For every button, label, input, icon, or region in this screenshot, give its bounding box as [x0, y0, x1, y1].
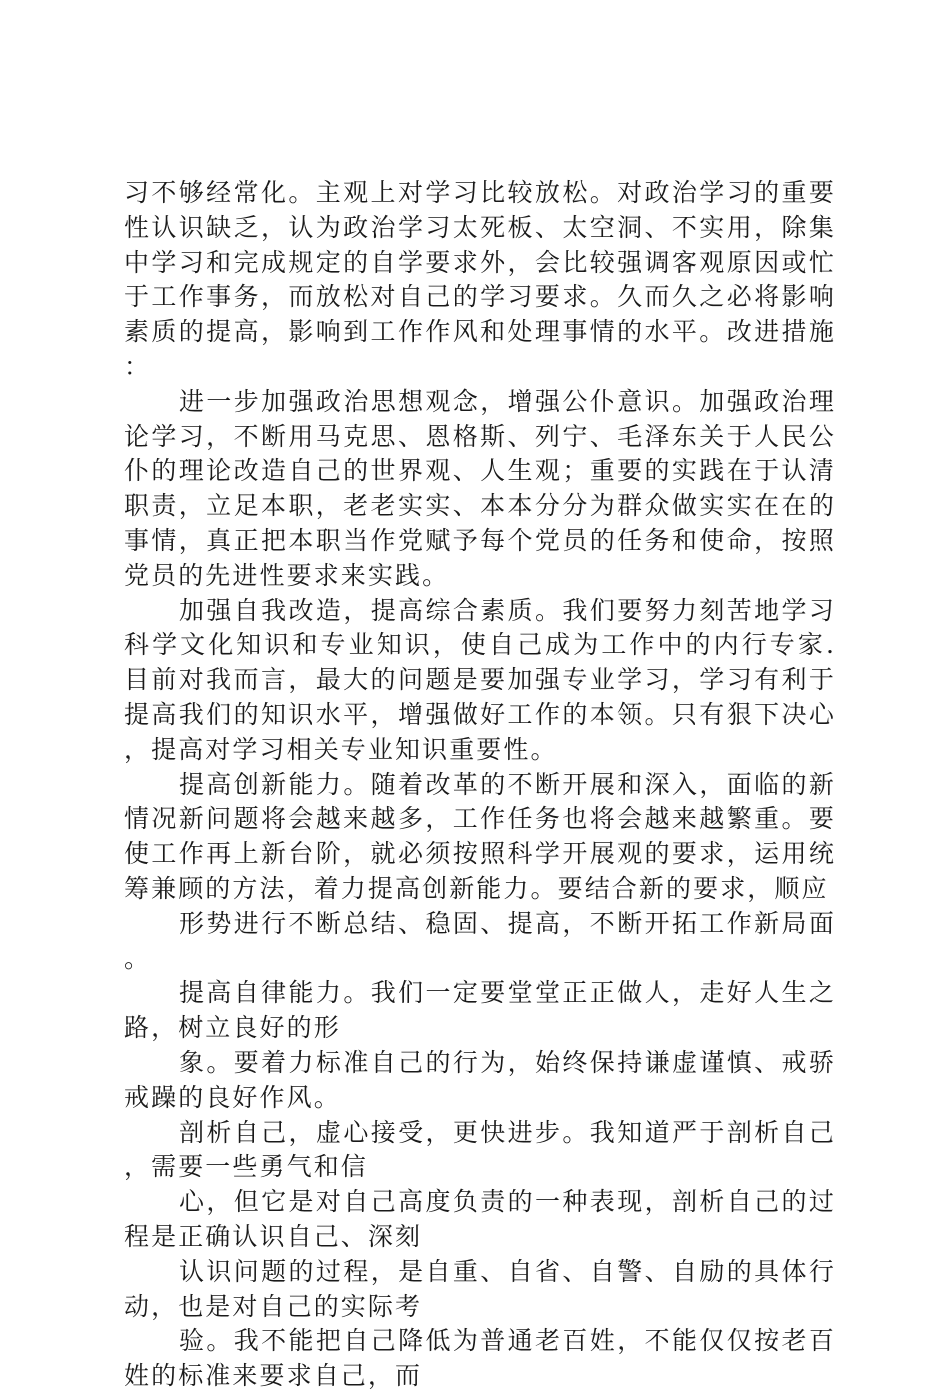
paragraph-3: 加强自我改造，提高综合素质。我们要努力刻苦地学习科学文化知识和专业知识，使自己成为工作中的内行专家.目前对我而言，最大的问题是要加强专业学习，学习有利于提高我们的知识水平，增强做好工作的本领。只有狠下决心，提高对学习相关专业知识重要性。 [124, 595, 836, 764]
paragraph-5: 形势进行不断总结、稳固、提高，不断开拓工作新局面。 [124, 908, 836, 973]
paragraph-8: 剖析自己，虚心接受，更快进步。我知道严于剖析自己，需要一些勇气和信 [124, 1117, 836, 1182]
paragraph-10: 认识问题的过程，是自重、自省、自警、自励的具体行动，也是对自己的实际考 [124, 1256, 836, 1321]
paragraph-9: 心，但它是对自己高度负责的一种表现，剖析自己的过程是正确认识自己、深刻 [124, 1187, 836, 1251]
paragraph-4: 提高创新能力。随着改革的不断开展和深入，面临的新情况新问题将会越来越多，工作任务也将会越来越繁重。要使工作再上新台阶，就必须按照科学开展观的要求，运用统筹兼顾的方法，着力提高创新能力。要结合新的要求，顺应 [124, 769, 836, 903]
paragraph-2: 进一步加强政治思想观念，增强公仆意识。加强政治理论学习，不断用马克思、恩格斯、列宁、毛泽东关于人民公仆的理论改造自己的世界观、人生观；重要的实践在于认清职责，立足本职，老老实实、本本分分为群众做实实在在的事情，真正把本职当作党赋予每个党员的任务和使命，按照党员的先进性要求来实践。 [124, 386, 836, 590]
paragraph-7: 象。要着力标准自己的行为，始终保持谦虚谨慎、戒骄戒躁的良好作风。 [124, 1047, 836, 1112]
paragraph-6: 提高自律能力。我们一定要堂堂正正做人，走好人生之路，树立良好的形 [124, 978, 836, 1043]
paragraph-1: 习不够经常化。主观上对学习比较放松。对政治学习的重要性认识缺乏，认为政治学习太死板、太空洞、不实用，除集中学习和完成规定的自学要求外，会比较强调客观原因或忙于工作事务，而放松对自己的学习要求。久而久之必将影响素质的提高，影响到工作作风和处理事情的水平。改进措施： [124, 178, 836, 381]
paragraph-11: 验。我不能把自己降低为普通老百姓，不能仅仅按老百姓的标准来要求自己，而 [124, 1326, 836, 1391]
document-page [124, 176, 836, 1394]
